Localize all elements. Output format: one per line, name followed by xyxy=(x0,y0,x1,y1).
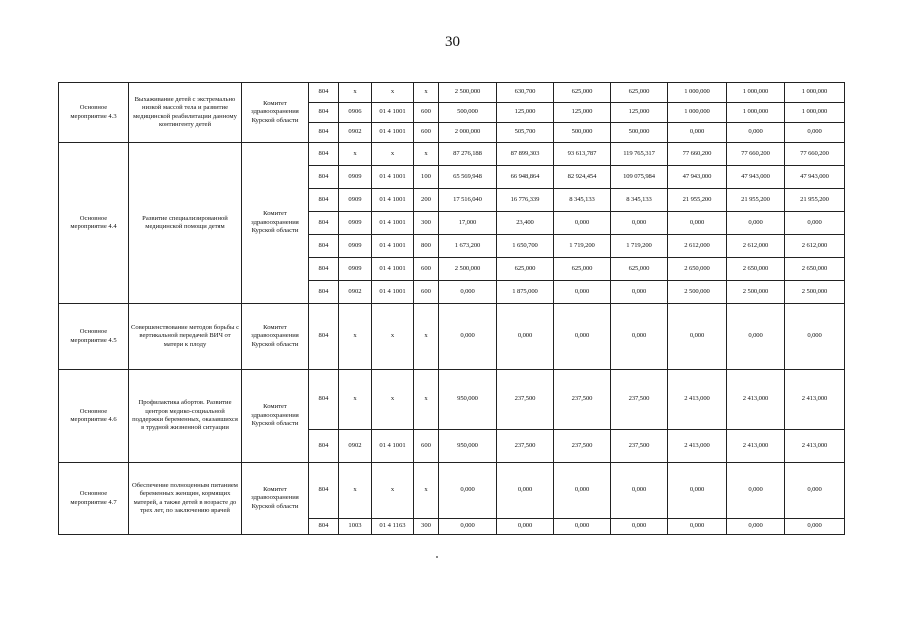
cell-value-2: 125,000 xyxy=(497,103,554,123)
cell-value-2: 237,500 xyxy=(497,370,554,430)
cell-target-code: 01 4 1001 xyxy=(372,103,414,123)
cell-target-code: х xyxy=(372,304,414,370)
cell-target-code: х xyxy=(372,83,414,103)
measure-description: Выхаживание детей с экстремально низкой массой тела и развитие медицинской реабилитации данному контингенту детей xyxy=(129,83,242,143)
cell-value-4: 625,000 xyxy=(611,83,668,103)
cell-section-code: 0909 xyxy=(339,258,372,281)
cell-value-3: 93 613,787 xyxy=(554,143,611,166)
cell-value-3: 0,000 xyxy=(554,212,611,235)
measure-executor: Комитет здравоохранения Курской области xyxy=(242,370,309,463)
table-row xyxy=(59,83,845,103)
cell-value-7: 1 000,000 xyxy=(785,83,845,103)
measure-description: Развитие специализированной медицинской помощи детям xyxy=(129,143,242,304)
cell-expense-type: х xyxy=(414,370,439,430)
cell-target-code: 01 4 1001 xyxy=(372,235,414,258)
cell-target-code: 01 4 1001 xyxy=(372,189,414,212)
cell-value-1: 0,000 xyxy=(439,281,497,304)
cell-expense-type: 300 xyxy=(414,212,439,235)
cell-gr-code: 804 xyxy=(309,235,339,258)
cell-gr-code: 804 xyxy=(309,258,339,281)
cell-gr-code: 804 xyxy=(309,519,339,535)
cell-value-7: 2 612,000 xyxy=(785,235,845,258)
cell-value-5: 1 000,000 xyxy=(668,103,727,123)
measure-label: Основное мероприятие 4.4 xyxy=(59,143,129,304)
measure-executor: Комитет здравоохранения Курской области xyxy=(242,304,309,370)
cell-value-6: 1 000,000 xyxy=(727,103,785,123)
cell-gr-code: 804 xyxy=(309,304,339,370)
table-row xyxy=(59,370,845,430)
cell-value-5: 0,000 xyxy=(668,123,727,143)
cell-value-1: 1 673,200 xyxy=(439,235,497,258)
cell-gr-code: 804 xyxy=(309,83,339,103)
measure-label: Основное мероприятие 4.6 xyxy=(59,370,129,463)
measure-description: Обеспечение полноценным питанием беременных женщин, кормящих матерей, а также детей в возрасте до трех лет, по заключению врачей xyxy=(129,463,242,535)
cell-target-code: 01 4 1001 xyxy=(372,258,414,281)
cell-value-6: 0,000 xyxy=(727,463,785,519)
cell-target-code: 01 4 1001 xyxy=(372,166,414,189)
cell-gr-code: 804 xyxy=(309,103,339,123)
cell-gr-code: 804 xyxy=(309,430,339,463)
cell-value-6: 2 612,000 xyxy=(727,235,785,258)
cell-value-3: 1 719,200 xyxy=(554,235,611,258)
cell-target-code: х xyxy=(372,463,414,519)
cell-value-1: 2 500,000 xyxy=(439,258,497,281)
cell-value-4: 8 345,133 xyxy=(611,189,668,212)
cell-section-code: 0902 xyxy=(339,281,372,304)
cell-value-3: 500,000 xyxy=(554,123,611,143)
cell-value-6: 47 943,000 xyxy=(727,166,785,189)
cell-value-7: 21 955,200 xyxy=(785,189,845,212)
cell-expense-type: х xyxy=(414,304,439,370)
measure-label: Основное мероприятие 4.7 xyxy=(59,463,129,535)
cell-section-code: 0909 xyxy=(339,235,372,258)
cell-value-6: 1 000,000 xyxy=(727,83,785,103)
cell-value-1: 0,000 xyxy=(439,463,497,519)
cell-value-1: 17,000 xyxy=(439,212,497,235)
cell-value-5: 2 413,000 xyxy=(668,430,727,463)
cell-value-7: 2 413,000 xyxy=(785,430,845,463)
cell-value-6: 77 660,200 xyxy=(727,143,785,166)
cell-value-2: 237,500 xyxy=(497,430,554,463)
cell-section-code: 0909 xyxy=(339,189,372,212)
cell-gr-code: 804 xyxy=(309,370,339,430)
cell-value-2: 1 650,700 xyxy=(497,235,554,258)
cell-value-2: 0,000 xyxy=(497,304,554,370)
cell-expense-type: 800 xyxy=(414,235,439,258)
cell-value-3: 625,000 xyxy=(554,83,611,103)
cell-expense-type: х xyxy=(414,463,439,519)
measure-executor: Комитет здравоохранения Курской области xyxy=(242,143,309,304)
cell-value-6: 2 500,000 xyxy=(727,281,785,304)
cell-value-4: 109 075,984 xyxy=(611,166,668,189)
measure-label: Основное мероприятие 4.5 xyxy=(59,304,129,370)
cell-section-code: х xyxy=(339,463,372,519)
cell-value-2: 0,000 xyxy=(497,519,554,535)
cell-expense-type: 600 xyxy=(414,281,439,304)
cell-section-code: 0909 xyxy=(339,166,372,189)
cell-value-3: 82 924,454 xyxy=(554,166,611,189)
cell-value-3: 0,000 xyxy=(554,519,611,535)
table-row xyxy=(59,463,845,519)
cell-value-7: 2 413,000 xyxy=(785,370,845,430)
cell-value-4: 0,000 xyxy=(611,304,668,370)
cell-value-1: 2 000,000 xyxy=(439,123,497,143)
cell-value-5: 2 612,000 xyxy=(668,235,727,258)
measure-description: Профилактика абортов. Развитие центров медико-социальной поддержки беременных, оказавшихся в трудной жизненной ситуации xyxy=(129,370,242,463)
cell-section-code: 0902 xyxy=(339,123,372,143)
cell-target-code: 01 4 1001 xyxy=(372,212,414,235)
cell-value-4: 500,000 xyxy=(611,123,668,143)
cell-section-code: х xyxy=(339,370,372,430)
cell-target-code: 01 4 1163 xyxy=(372,519,414,535)
cell-value-2: 625,000 xyxy=(497,258,554,281)
cell-value-4: 0,000 xyxy=(611,212,668,235)
cell-value-7: 2 650,000 xyxy=(785,258,845,281)
cell-value-3: 237,500 xyxy=(554,430,611,463)
cell-value-1: 87 276,188 xyxy=(439,143,497,166)
cell-value-1: 2 500,000 xyxy=(439,83,497,103)
cell-expense-type: х xyxy=(414,83,439,103)
cell-gr-code: 804 xyxy=(309,123,339,143)
cell-target-code: 01 4 1001 xyxy=(372,281,414,304)
cell-section-code: 1003 xyxy=(339,519,372,535)
cell-gr-code: 804 xyxy=(309,212,339,235)
cell-gr-code: 804 xyxy=(309,189,339,212)
cell-value-6: 2 413,000 xyxy=(727,370,785,430)
cell-value-3: 8 345,133 xyxy=(554,189,611,212)
cell-expense-type: 600 xyxy=(414,430,439,463)
cell-value-7: 2 500,000 xyxy=(785,281,845,304)
cell-value-3: 237,500 xyxy=(554,370,611,430)
cell-value-1: 17 516,040 xyxy=(439,189,497,212)
cell-value-1: 950,000 xyxy=(439,430,497,463)
cell-value-4: 1 719,200 xyxy=(611,235,668,258)
cell-value-6: 2 413,000 xyxy=(727,430,785,463)
cell-value-5: 0,000 xyxy=(668,519,727,535)
cell-value-5: 0,000 xyxy=(668,463,727,519)
measure-description: Совершенствование методов борьбы с вертикальной передачей ВИЧ от матери к плоду xyxy=(129,304,242,370)
cell-value-6: 0,000 xyxy=(727,519,785,535)
cell-value-6: 0,000 xyxy=(727,304,785,370)
cell-gr-code: 804 xyxy=(309,143,339,166)
cell-value-7: 47 943,000 xyxy=(785,166,845,189)
cell-expense-type: 300 xyxy=(414,519,439,535)
cell-section-code: 0902 xyxy=(339,430,372,463)
table-row xyxy=(59,304,845,370)
measure-executor: Комитет здравоохранения Курской области xyxy=(242,83,309,143)
cell-value-4: 125,000 xyxy=(611,103,668,123)
cell-value-5: 2 500,000 xyxy=(668,281,727,304)
cell-target-code: х xyxy=(372,143,414,166)
cell-value-2: 505,700 xyxy=(497,123,554,143)
cell-value-5: 21 955,200 xyxy=(668,189,727,212)
cell-value-6: 0,000 xyxy=(727,212,785,235)
cell-value-5: 0,000 xyxy=(668,212,727,235)
cell-value-6: 2 650,000 xyxy=(727,258,785,281)
scan-speck xyxy=(436,556,438,558)
cell-value-2: 23,400 xyxy=(497,212,554,235)
cell-value-5: 2 650,000 xyxy=(668,258,727,281)
cell-target-code: х xyxy=(372,370,414,430)
cell-section-code: х xyxy=(339,83,372,103)
cell-value-1: 0,000 xyxy=(439,519,497,535)
cell-value-4: 119 765,317 xyxy=(611,143,668,166)
measure-executor: Комитет здравоохранения Курской области xyxy=(242,463,309,535)
cell-value-7: 0,000 xyxy=(785,304,845,370)
cell-gr-code: 804 xyxy=(309,166,339,189)
cell-value-5: 0,000 xyxy=(668,304,727,370)
cell-value-1: 950,000 xyxy=(439,370,497,430)
page-number: 30 xyxy=(445,34,460,50)
cell-value-7: 1 000,000 xyxy=(785,103,845,123)
cell-value-3: 625,000 xyxy=(554,258,611,281)
cell-expense-type: 600 xyxy=(414,103,439,123)
cell-value-3: 0,000 xyxy=(554,281,611,304)
cell-expense-type: 600 xyxy=(414,123,439,143)
cell-value-5: 77 660,200 xyxy=(668,143,727,166)
cell-value-3: 125,000 xyxy=(554,103,611,123)
cell-value-5: 47 943,000 xyxy=(668,166,727,189)
cell-value-5: 2 413,000 xyxy=(668,370,727,430)
cell-value-4: 0,000 xyxy=(611,463,668,519)
cell-value-2: 87 899,303 xyxy=(497,143,554,166)
cell-value-1: 500,000 xyxy=(439,103,497,123)
cell-value-2: 630,700 xyxy=(497,83,554,103)
cell-value-4: 625,000 xyxy=(611,258,668,281)
cell-value-2: 66 948,864 xyxy=(497,166,554,189)
cell-gr-code: 804 xyxy=(309,463,339,519)
cell-value-4: 237,500 xyxy=(611,430,668,463)
cell-gr-code: 804 xyxy=(309,281,339,304)
cell-section-code: 0906 xyxy=(339,103,372,123)
table-row xyxy=(59,143,845,166)
cell-expense-type: 600 xyxy=(414,258,439,281)
cell-value-1: 0,000 xyxy=(439,304,497,370)
cell-value-4: 0,000 xyxy=(611,519,668,535)
table-body xyxy=(59,83,845,535)
cell-value-5: 1 000,000 xyxy=(668,83,727,103)
cell-target-code: 01 4 1001 xyxy=(372,123,414,143)
cell-value-7: 0,000 xyxy=(785,123,845,143)
budget-table xyxy=(58,82,845,535)
cell-value-3: 0,000 xyxy=(554,304,611,370)
cell-section-code: х xyxy=(339,304,372,370)
cell-section-code: х xyxy=(339,143,372,166)
cell-expense-type: 200 xyxy=(414,189,439,212)
cell-value-7: 0,000 xyxy=(785,212,845,235)
cell-value-2: 1 875,000 xyxy=(497,281,554,304)
cell-value-2: 0,000 xyxy=(497,463,554,519)
cell-value-7: 0,000 xyxy=(785,519,845,535)
cell-value-4: 237,500 xyxy=(611,370,668,430)
cell-value-6: 0,000 xyxy=(727,123,785,143)
cell-value-7: 0,000 xyxy=(785,463,845,519)
cell-value-2: 16 776,339 xyxy=(497,189,554,212)
cell-value-1: 65 569,948 xyxy=(439,166,497,189)
cell-target-code: 01 4 1001 xyxy=(372,430,414,463)
measure-label: Основное мероприятие 4.3 xyxy=(59,83,129,143)
cell-value-3: 0,000 xyxy=(554,463,611,519)
cell-value-6: 21 955,200 xyxy=(727,189,785,212)
cell-value-7: 77 660,200 xyxy=(785,143,845,166)
cell-expense-type: 100 xyxy=(414,166,439,189)
cell-value-4: 0,000 xyxy=(611,281,668,304)
cell-section-code: 0909 xyxy=(339,212,372,235)
cell-expense-type: х xyxy=(414,143,439,166)
